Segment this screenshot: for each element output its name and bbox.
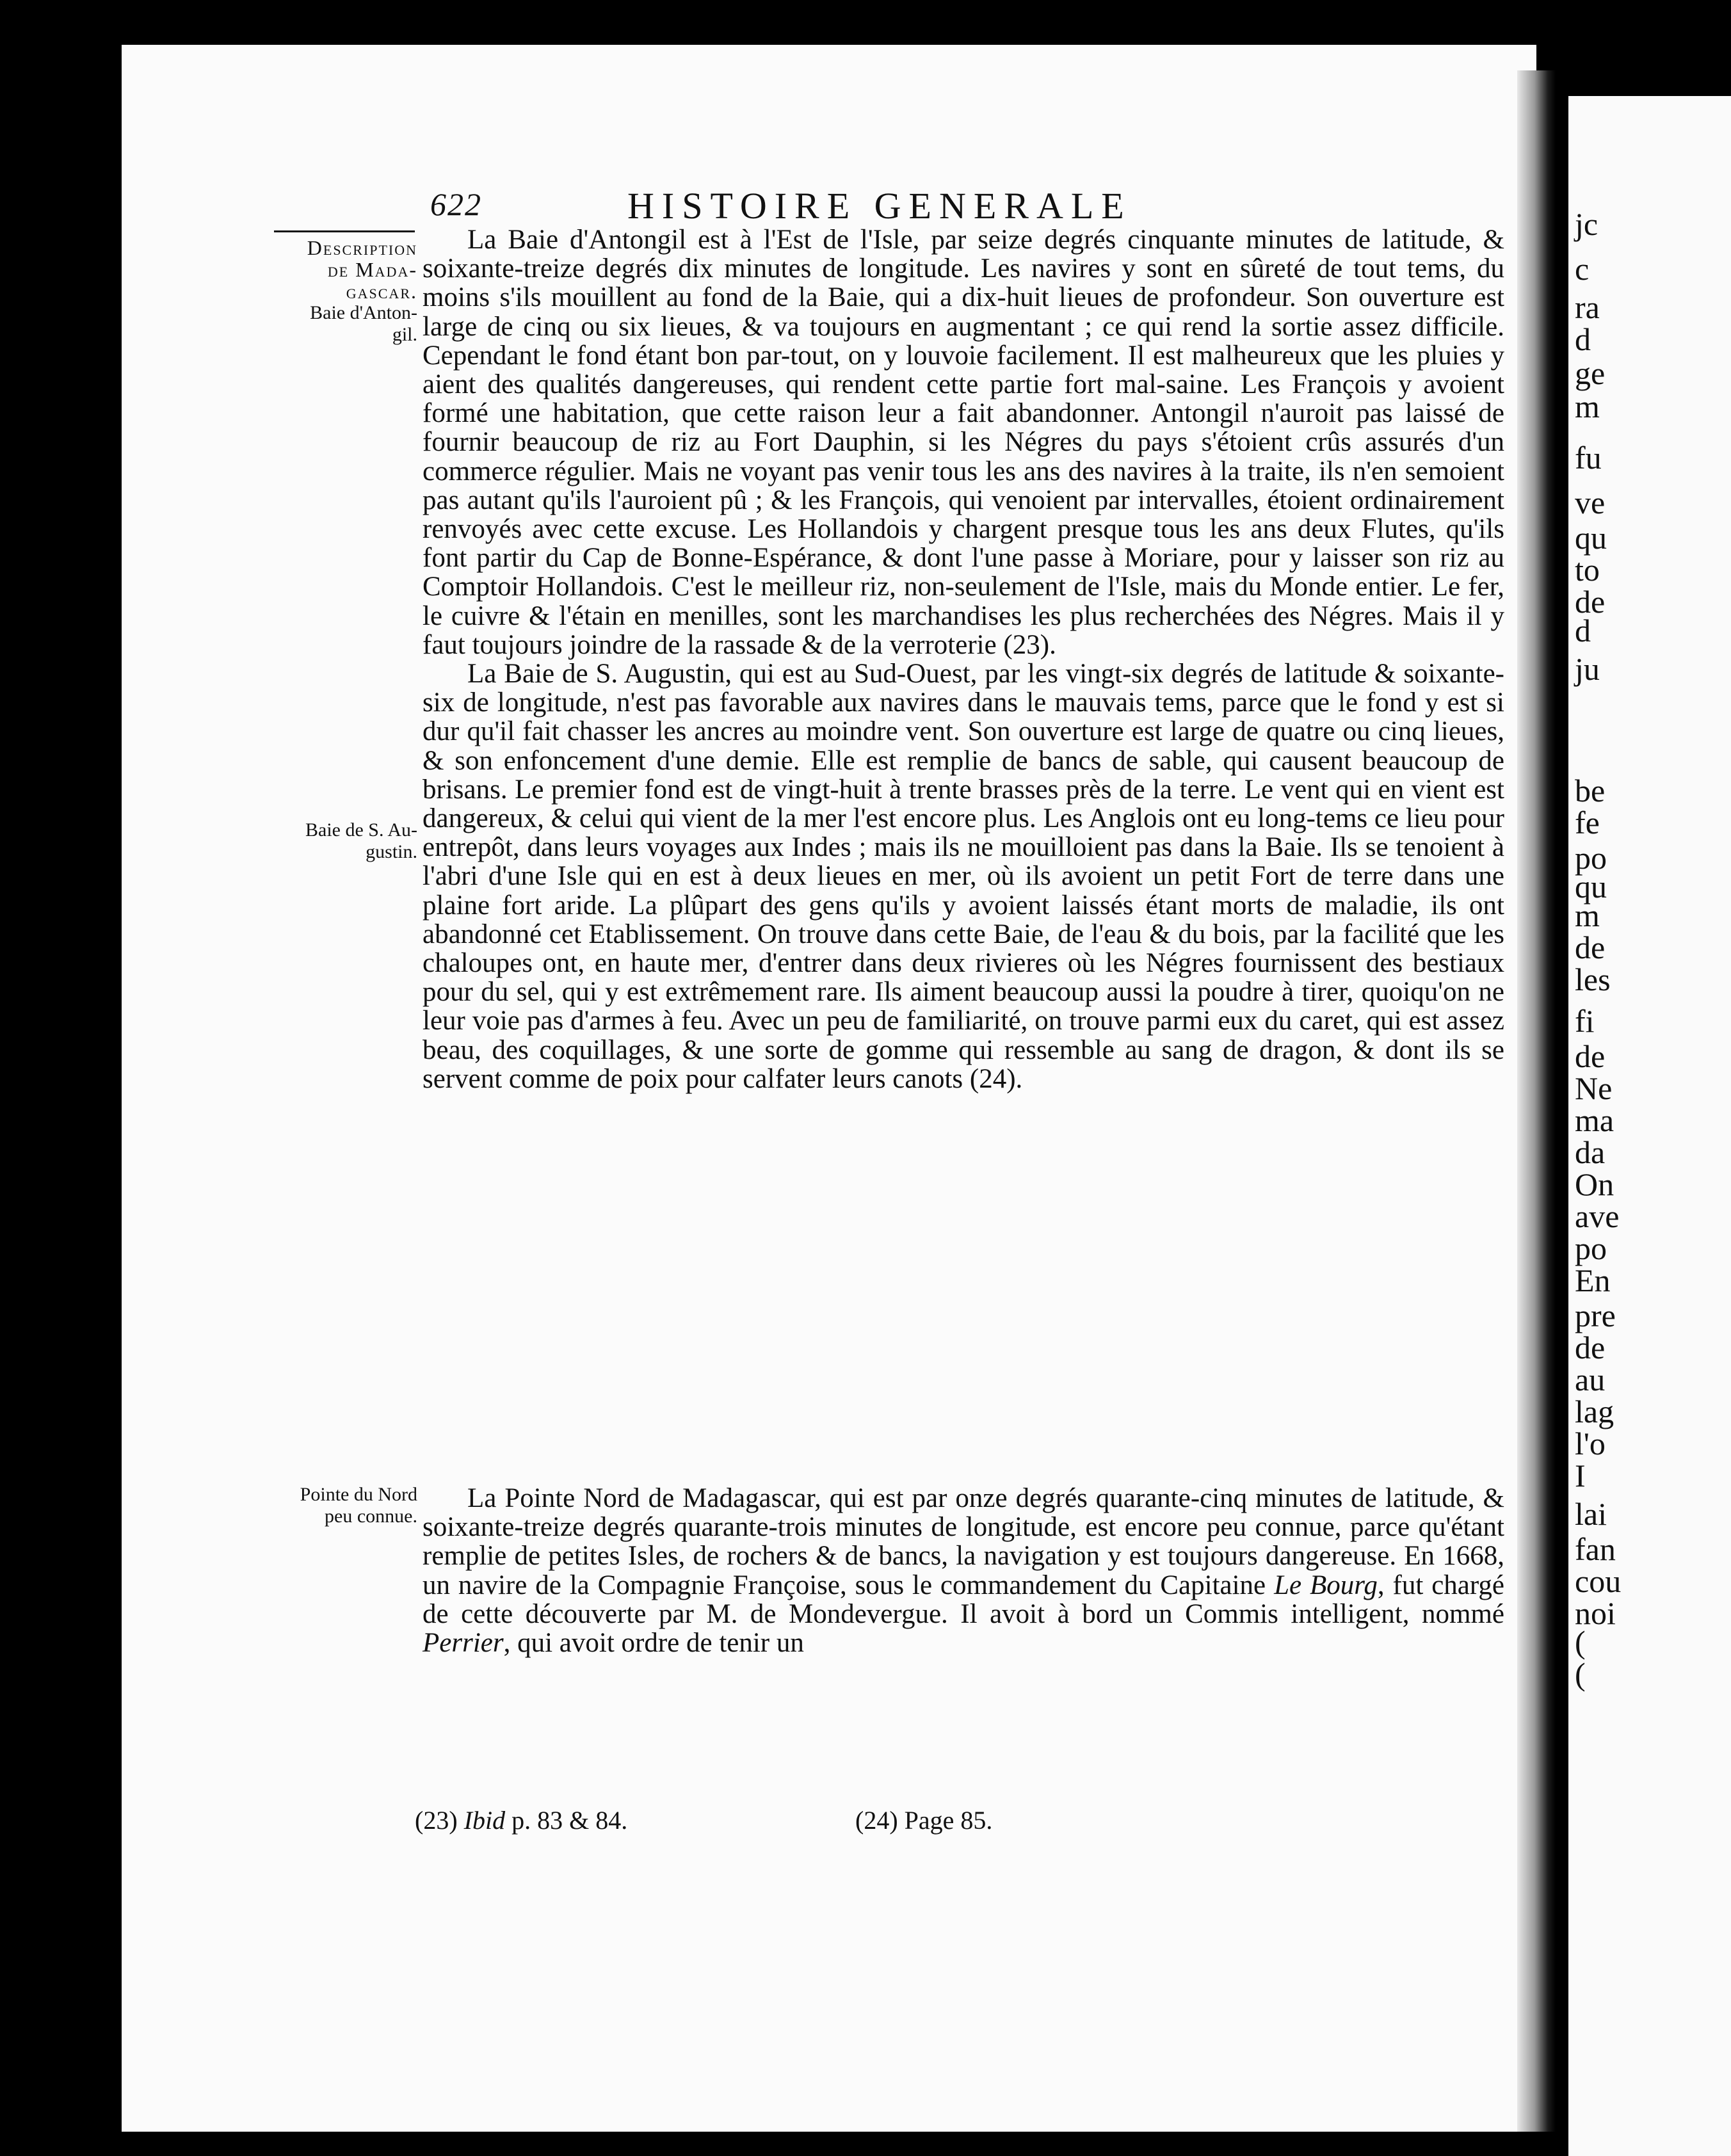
facing-page-fragment: de	[1575, 584, 1606, 620]
facing-page-fragment: m	[1575, 389, 1600, 424]
footnote-23	[415, 1805, 627, 1835]
margin-note-section-line1: Description	[307, 236, 417, 259]
footnote-23-pages: p. 83 & 84.	[511, 1806, 628, 1835]
main-text-block-2	[423, 1484, 1504, 1657]
margin-note-nord-line2: peu connue.	[325, 1506, 417, 1527]
margin-note-augustin-line1: Baie de S. Au-	[305, 819, 417, 841]
facing-page-fragment: ra	[1575, 289, 1600, 325]
scanned-book-page	[122, 45, 1536, 2132]
facing-page-fragment: lag	[1575, 1394, 1614, 1429]
facing-page-fragment: ju	[1575, 651, 1600, 687]
facing-page-fragment: d	[1575, 613, 1591, 648]
facing-page-fragment: fan	[1575, 1531, 1616, 1567]
facing-page-fragment: da	[1575, 1134, 1606, 1170]
facing-page-fragment: jc	[1575, 206, 1598, 242]
facing-page-fragment: pre	[1575, 1298, 1616, 1333]
facing-page-fragment: En	[1575, 1262, 1611, 1298]
facing-page-fragment: On	[1575, 1166, 1614, 1202]
margin-note-augustin	[305, 819, 417, 863]
margin-note-section-line2: de Mada-	[327, 258, 417, 281]
captain-name: Le Bourg	[1274, 1570, 1378, 1600]
facing-page-fragment: de	[1575, 1038, 1606, 1074]
facing-page-fragment: d	[1575, 321, 1591, 357]
paragraph-nord-part2: , fut chargé de cette découverte par M. de Mondevergue. Il avoit à bord un Commis intelligent, nommé	[423, 1570, 1504, 1629]
margin-note-section-line3: gascar.	[346, 280, 417, 303]
margin-note-pointe-nord	[300, 1484, 417, 1527]
book-gutter-shadow	[1517, 70, 1556, 2132]
facing-page-fragment: au	[1575, 1362, 1606, 1397]
facing-page-fragment: to	[1575, 552, 1600, 588]
margin-note-antongil-line2: gil.	[392, 324, 417, 345]
margin-note-augustin-line2: gustin.	[366, 841, 417, 862]
facing-page-fragment: ave	[1575, 1198, 1620, 1234]
facing-page-fragment: de	[1575, 1330, 1606, 1365]
facing-page-fragment: po	[1575, 840, 1607, 876]
main-text-block-1	[423, 225, 1504, 1093]
footnote-23-number: (23)	[415, 1806, 458, 1835]
facing-page-fragment: Ne	[1575, 1070, 1613, 1106]
facing-page-fragment: fe	[1575, 805, 1600, 841]
footnote-24: (24) Page 85.	[855, 1806, 993, 1835]
paragraph-nord-part3: , qui avoit ordre de tenir un	[503, 1628, 804, 1659]
facing-page-fragment: c	[1575, 251, 1590, 287]
footnote-23-ibid: Ibid	[463, 1806, 506, 1835]
facing-page-fragment: fu	[1575, 440, 1602, 476]
facing-page-fragment: l'o	[1575, 1426, 1606, 1461]
paragraph-baie-antongil: La Baie d'Antongil est à l'Est de l'Isle, par seize degrés cinquante minutes de latitude, & soixante-treize degrés dix minutes de longitude. Les navires y sont en sûreté de tout tems, du moins s'ils mouillent au fond de la Baie, qui a dix-huit lieues de profondeur. Son ouverture est large de cinq ou six lieues, & va toujours en augmentant ; ce qui rend la sortie assez difficile. Cependant le fond étant bon par-tout, on y louvoie facilement. Il est malheureux que les pluies y aient des qualités dangereuses, qui rendent cette partie fort mal-saine. Les François y avoient formé une habitation, que cette raison leur a fait abandonner. Antongil n'auroit pas laissé de fournir beaucoup de riz au Fort Dauphin, si les Négres du pays s'étoient crûs assurés d'un commerce régulier. Mais ne voyant pas venir tous les ans des navires à la traite, ils n'en semoient pas autant qu'ils l'auroient pû ; & les François, qui venoient par intervalles, étoient ordinairement renvoyés avec cette excuse. Les Hollandois y chargent presque tous les ans deux Flutes, qu'ils font partir du Cap de Bonne-Espérance, & dont l'une passe à Moriare, pour y laisser son riz au Comptoir Hollandois. C'est le meilleur riz, non-seulement de l'Isle, mais du Monde entier. Le fer, le cuivre & l'étain en menilles, sont les marchandises les plus recherchées des Négres. Mais il y faut toujours joindre de la rassade & de la verroterie (23).	[423, 225, 1504, 660]
facing-page-fragment: cou	[1575, 1563, 1622, 1599]
facing-page-fragment: noi	[1575, 1595, 1616, 1631]
facing-page-fragment: les	[1575, 961, 1611, 997]
margin-note-section	[307, 237, 417, 346]
paragraph-nord-part1: La Pointe Nord de Madagascar, qui est par onze degrés quarante-cinq minutes de latitude, & soixante-treize degrés quarante-trois minutes de longitude, est encore peu connue, parce qu'étant remplie de petites Isles, de rochers & de bancs, la navigation y est toujours dangereuse. En 1668, un navire de la Compagnie Françoise, sous le commandement du Capitaine	[423, 1483, 1504, 1600]
facing-page-fragment: lai	[1575, 1496, 1607, 1532]
facing-page-fragment: qu	[1575, 869, 1607, 905]
running-title: HISTOIRE GENERALE	[627, 185, 1132, 227]
facing-page-fragment: po	[1575, 1230, 1607, 1266]
margin-rule	[274, 230, 415, 232]
paragraph-baie-augustin: La Baie de S. Augustin, qui est au Sud-Ouest, par les vingt-six degrés de latitude & soixante-six de longitude, n'est pas favorable aux navires dans le mauvais tems, parce que le fond y est si dur qu'il fait chasser les ancres au moindre vent. Son ouverture est large de quatre ou cinq lieues, & son enfoncement d'une demie. Elle est remplie de bancs de sable, qui causent beaucoup de brisans. Le premier fond est de vingt-huit à trente brasses près de la terre. Le vent qui en vient est dangereux, & celui qui vient de la mer l'est encore plus. Les Anglois ont eu long-tems ce lieu pour entrepôt, dans leurs voyages aux Indes ; mais ils ne mouilloient pas dans la Baie. Ils se tenoient à l'abri d'une Isle qui en est à deux lieues en mer, où ils avoient un petit Fort de terre dans une plaine fort aride. La plûpart des gens qu'ils y avoient laissés étant morts de maladie, ils ont abandonné cet Etablissement. On trouve dans cette Baie, de l'eau & du bois, par la facilité que les chaloupes ont, en haute mer, d'entrer dans deux rivieres où les Négres fournissent des bestiaux pour du sel, qui y est extrêmement rare. Ils aiment beaucoup aussi la poudre à tirer, quoiqu'on ne leur voie pas d'armes à feu. Avec un peu de familiarité, on trouve parmi eux du caret, qui est assez beau, des coquillages, & une sorte de gomme qui ressemble au sang de dragon, & dont ils se servent comme de poix pour calfater leurs canots (24).	[423, 659, 1504, 1094]
page-number: 622	[430, 186, 482, 222]
facing-page-fragment: ve	[1575, 485, 1606, 520]
facing-page-fragment: fi	[1575, 1003, 1595, 1039]
margin-note-nord-line1: Pointe du Nord	[300, 1484, 417, 1505]
facing-page-fragment: (	[1575, 1656, 1586, 1692]
clerk-name: Perrier	[423, 1628, 504, 1659]
facing-page-fragment: m	[1575, 897, 1600, 933]
footnotes	[122, 1805, 1536, 1844]
facing-page-fragment: ma	[1575, 1102, 1614, 1138]
margin-note-antongil-line1: Baie d'Anton-	[310, 302, 417, 323]
facing-page-fragment: I	[1575, 1458, 1586, 1493]
facing-page-fragment: be	[1575, 773, 1606, 808]
paragraph-pointe-nord	[423, 1484, 1504, 1657]
facing-page-strip	[1568, 96, 1731, 2156]
facing-page-fragment: de	[1575, 929, 1606, 965]
facing-page-fragment: qu	[1575, 520, 1607, 556]
facing-page-fragment: ge	[1575, 355, 1606, 391]
facing-page-fragment: (	[1575, 1624, 1586, 1660]
